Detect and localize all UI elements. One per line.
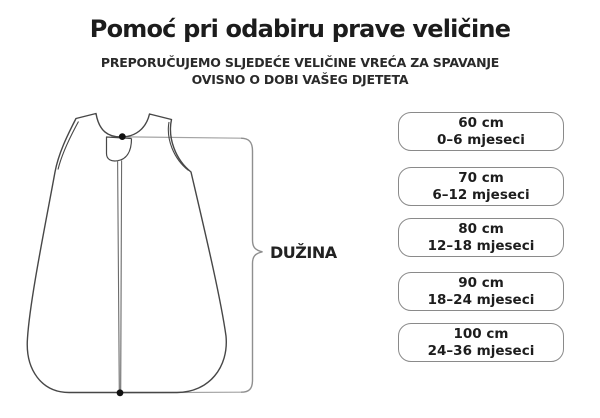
size-card-90	[398, 272, 564, 311]
subtitle-line-1: PREPORUČUJEMO SLJEDEĆE VELIČINE VREĆA ZA SPAVANJE	[100, 55, 500, 70]
size-age-range: 24–36 mjeseci	[427, 342, 535, 359]
size-card-100	[398, 323, 564, 362]
size-value: 60 cm	[458, 115, 504, 131]
size-value: 80 cm	[458, 221, 504, 237]
size-card-60	[398, 112, 564, 151]
size-age-range: 12–18 mjeseci	[427, 237, 535, 254]
subtitle-line-2: OVISNO O DOBI VAŠEG DJETETA	[191, 72, 409, 87]
length-label: DUŽINA	[270, 243, 337, 262]
page-title: Pomoć pri odabiru prave veličine	[89, 15, 511, 43]
size-age-range: 6–12 mjeseci	[432, 186, 530, 203]
size-age-range: 18–24 mjeseci	[427, 291, 535, 308]
size-value: 70 cm	[458, 170, 504, 186]
size-card-70	[398, 167, 564, 206]
size-card-80	[398, 218, 564, 257]
size-age-range: 0–6 mjeseci	[437, 131, 525, 148]
size-value: 100 cm	[453, 326, 509, 342]
size-value: 90 cm	[458, 275, 504, 291]
